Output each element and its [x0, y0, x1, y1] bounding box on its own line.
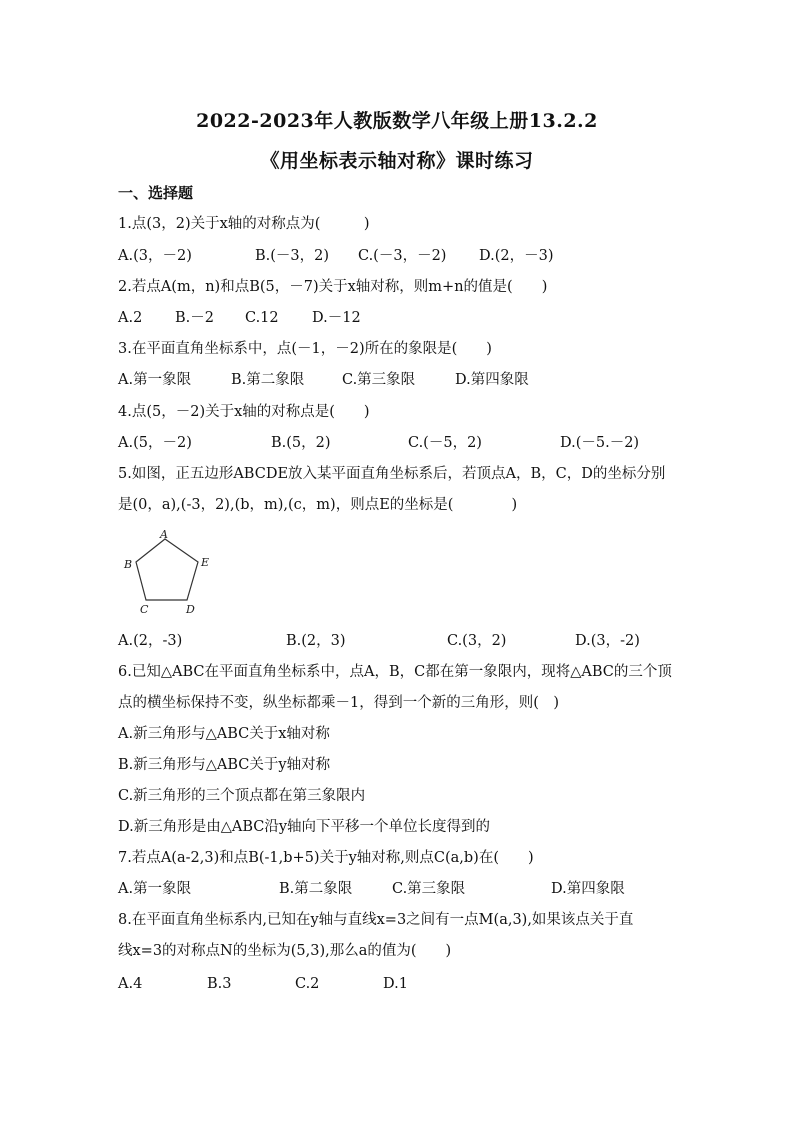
- q7-option-d: D.第四象限: [551, 881, 625, 897]
- q3-option-b: B.第二象限: [231, 372, 305, 388]
- q3-option-d: D.第四象限: [455, 372, 529, 388]
- q7-option-b: B.第二象限: [279, 881, 353, 897]
- pentagon-figure: [116, 526, 216, 618]
- q2-option-c: C.12: [245, 310, 279, 326]
- q4-option-b: B.(5，2): [271, 435, 331, 451]
- q6-option-b: B.新三角形与△ABC关于y轴对称: [118, 757, 331, 773]
- section-heading: 一、选择题: [118, 184, 194, 202]
- q8-option-d: D.1: [383, 976, 408, 992]
- vertex-label-a: A: [160, 528, 168, 541]
- question-5-stem-line-1: 5.如图，正五边形ABCDE放入某平面直角坐标系后，若顶点A，B，C，D的坐标分别: [118, 466, 666, 482]
- q1-option-d: D.(2，－3): [479, 248, 554, 264]
- q2-option-d: D.－12: [312, 310, 361, 326]
- question-7-stem: 7.若点A(a-2,3)和点B(-1,b+5)关于y轴对称,则点C(a,b)在( ): [118, 850, 534, 866]
- q4-option-a: A.(5，－2): [118, 435, 192, 451]
- q8-option-a: A.4: [118, 976, 143, 992]
- q6-option-c: C.新三角形的三个顶点都在第三象限内: [118, 788, 366, 804]
- question-5-stem-line-2: 是(0，a),(-3，2),(b，m),(c，m)，则点E的坐标是( ): [118, 497, 518, 513]
- q1-option-b: B.(－3，2): [255, 248, 330, 264]
- q5-option-d: D.(3，-2): [575, 633, 640, 649]
- title-line-2: 《用坐标表示轴对称》课时练习: [260, 150, 534, 172]
- question-6-stem-line-2: 点的横坐标保持不变，纵坐标都乘－1，得到一个新的三角形，则( ): [118, 695, 560, 711]
- pentagon-abcde: [136, 539, 198, 600]
- q7-option-a: A.第一象限: [118, 881, 192, 897]
- q5-option-c: C.(3，2): [447, 633, 507, 649]
- question-6-stem-line-1: 6.已知△ABC在平面直角坐标系中，点A，B，C都在第一象限内，现将△ABC的三个顶: [118, 664, 672, 680]
- q8-option-c: C.2: [295, 976, 320, 992]
- vertex-label-e: E: [201, 556, 210, 569]
- vertex-label-d: D: [186, 603, 195, 616]
- title-line-1: 2022-2023年人教版数学八年级上册13.2.2: [196, 110, 598, 132]
- q8-option-b: B.3: [207, 976, 232, 992]
- q1-option-c: C.(－3，－2): [358, 248, 447, 264]
- q4-option-d: D.(－5.－2): [560, 435, 640, 451]
- question-1-stem: 1.点(3，2)关于x轴的对称点为( ): [118, 216, 370, 232]
- q2-option-b: B.－2: [175, 310, 214, 326]
- question-4-stem: 4.点(5，－2)关于x轴的对称点是( ): [118, 404, 370, 420]
- question-2-stem: 2.若点A(m，n)和点B(5，－7)关于x轴对称，则m+n的值是( ): [118, 279, 548, 295]
- q2-option-a: A.2: [118, 310, 143, 326]
- q4-option-c: C.(－5，2): [408, 435, 482, 451]
- question-3-stem: 3.在平面直角坐标系中，点(－1，－2)所在的象限是( ): [118, 341, 492, 357]
- q5-option-b: B.(2，3): [286, 633, 346, 649]
- vertex-label-b: B: [124, 558, 133, 571]
- q3-option-a: A.第一象限: [118, 372, 192, 388]
- q3-option-c: C.第三象限: [342, 372, 416, 388]
- question-8-stem-line-1: 8.在平面直角坐标系内,已知在y轴与直线x=3之间有一点M(a,3),如果该点关于直: [118, 912, 634, 928]
- q6-option-d: D.新三角形是由△ABC沿y轴向下平移一个单位长度得到的: [118, 819, 491, 835]
- q5-option-a: A.(2，-3): [118, 633, 183, 649]
- vertex-label-c: C: [140, 603, 149, 616]
- q7-option-c: C.第三象限: [392, 881, 466, 897]
- q1-option-a: A.(3，－2): [118, 248, 192, 264]
- question-8-stem-line-2: 线x=3的对称点N的坐标为(5,3),那么a的值为( ): [118, 943, 452, 959]
- q6-option-a: A.新三角形与△ABC关于x轴对称: [118, 726, 330, 742]
